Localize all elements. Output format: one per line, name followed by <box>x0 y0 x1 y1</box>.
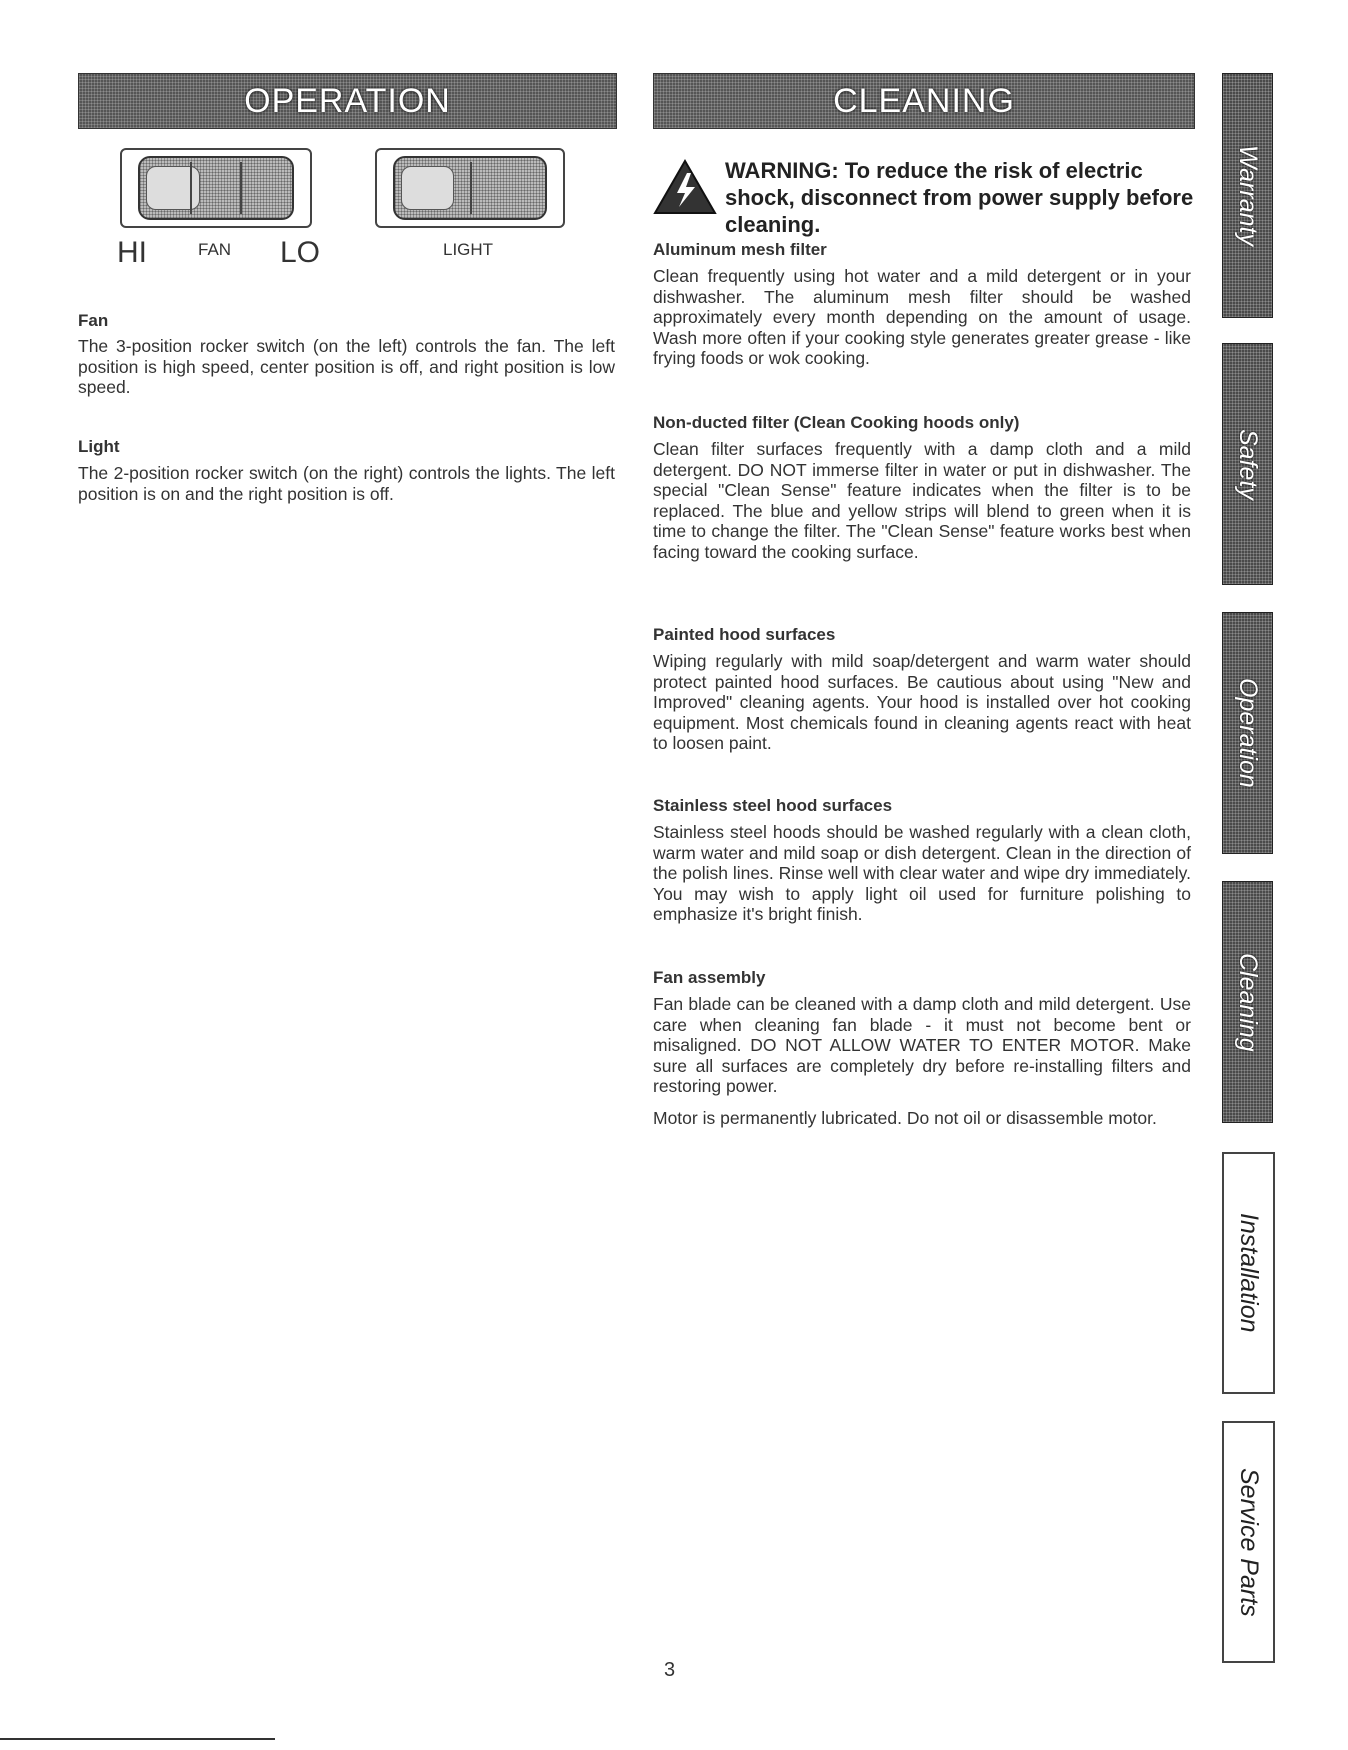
tab-operation[interactable] <box>1222 612 1273 854</box>
operation-banner <box>78 73 617 129</box>
aluminum-filter-heading: Aluminum mesh filter <box>653 240 827 259</box>
tab-warranty[interactable] <box>1222 73 1273 318</box>
tab-service-parts[interactable] <box>1222 1421 1275 1663</box>
light-heading: Light <box>78 437 120 456</box>
tab-safety-label: Safety <box>1234 428 1262 500</box>
fan-assembly-heading: Fan assembly <box>653 968 766 987</box>
cleaning-title: CLEANING <box>833 81 1015 120</box>
motor-text: Motor is permanently lubricated. Do not oil or disassemble motor. <box>653 1108 1157 1128</box>
painted-surfaces-text: Wiping regularly with mild soap/detergent and warm water should protect painted hood surfaces. Be cautious about using "New and Improved" cleaning agents. Your hood is installed over hot cooking equipment. Most chemicals found in cleaning agents react with heat to loosen paint. <box>653 651 1191 753</box>
light-rocker-switch <box>375 148 565 228</box>
light-label: LIGHT <box>443 240 494 259</box>
footer-rule <box>0 1738 275 1740</box>
fan-heading: Fan <box>78 311 109 330</box>
light-text: The 2-position rocker switch (on the right) controls the lights. The left position is on and the right position is off. <box>78 463 615 504</box>
aluminum-filter-text: Clean frequently using hot water and a mild detergent or in your dishwasher. The aluminum mesh filter should be washed approximately every month depending on the amount of usage. Wash more often if your cooking style generates greater grease - like frying foods or wok cooking. <box>653 266 1191 368</box>
warning-icon <box>653 159 717 215</box>
fan-text: The 3-position rocker switch (on the left) controls the fan. The left position is high speed, center position is off, and right position is low speed. <box>78 336 615 397</box>
tab-cleaning[interactable] <box>1222 881 1273 1123</box>
painted-surfaces-heading: Painted hood surfaces <box>653 625 836 644</box>
tab-warranty-label: Warranty <box>1234 145 1262 246</box>
tab-service-parts-label: Service Parts <box>1235 1467 1263 1617</box>
tab-cleaning-label: Cleaning <box>1234 952 1262 1052</box>
non-ducted-filter-heading: Non-ducted filter (Clean Cooking hoods only) <box>653 413 1020 432</box>
warning-text: WARNING: To reduce the risk of electric shock, disconnect from power supply before cleaning. <box>725 158 1194 237</box>
non-ducted-filter-text: Clean filter surfaces frequently with a damp cloth and a mild detergent. DO NOT immerse filter in water or put in dishwasher. The special "Clean Sense" feature indicates when the filter is to be replaced. The blue and yellow strips will blend to green when it is time to change the filter. The "Clean Sense" feature works best when facing toward the cooking surface. <box>653 439 1191 562</box>
page-number: 3 <box>664 1659 676 1681</box>
fan-assembly-text: Fan blade can be cleaned with a damp cloth and mild detergent. Use care when cleaning fan blade - it must not become bent or misaligned. DO NOT ALLOW WATER TO ENTER MOTOR. Make sure all surfaces are completely dry before re-installing filters and restoring power. <box>653 994 1191 1096</box>
stainless-heading: Stainless steel hood surfaces <box>653 796 893 815</box>
hi-label: HI <box>117 236 147 269</box>
stainless-text: Stainless steel hoods should be washed regularly with a clean cloth, warm water and mild soap or dish detergent. Clean in the direction of the polish lines. Rinse well with clear water and wipe dry immediately. You may wish to apply light oil used for furniture polishing to emphasize it's bright finish. <box>653 822 1191 924</box>
operation-title: OPERATION <box>244 81 451 120</box>
tab-safety[interactable] <box>1222 343 1273 585</box>
cleaning-banner <box>653 73 1195 129</box>
lo-label: LO <box>280 236 321 269</box>
tab-operation-label: Operation <box>1234 678 1262 788</box>
warning-block <box>653 157 1194 237</box>
fan-label: FAN <box>198 240 232 259</box>
fan-rocker-switch <box>120 148 312 228</box>
tab-installation-label: Installation <box>1235 1213 1263 1333</box>
tab-installation[interactable] <box>1222 1152 1275 1394</box>
